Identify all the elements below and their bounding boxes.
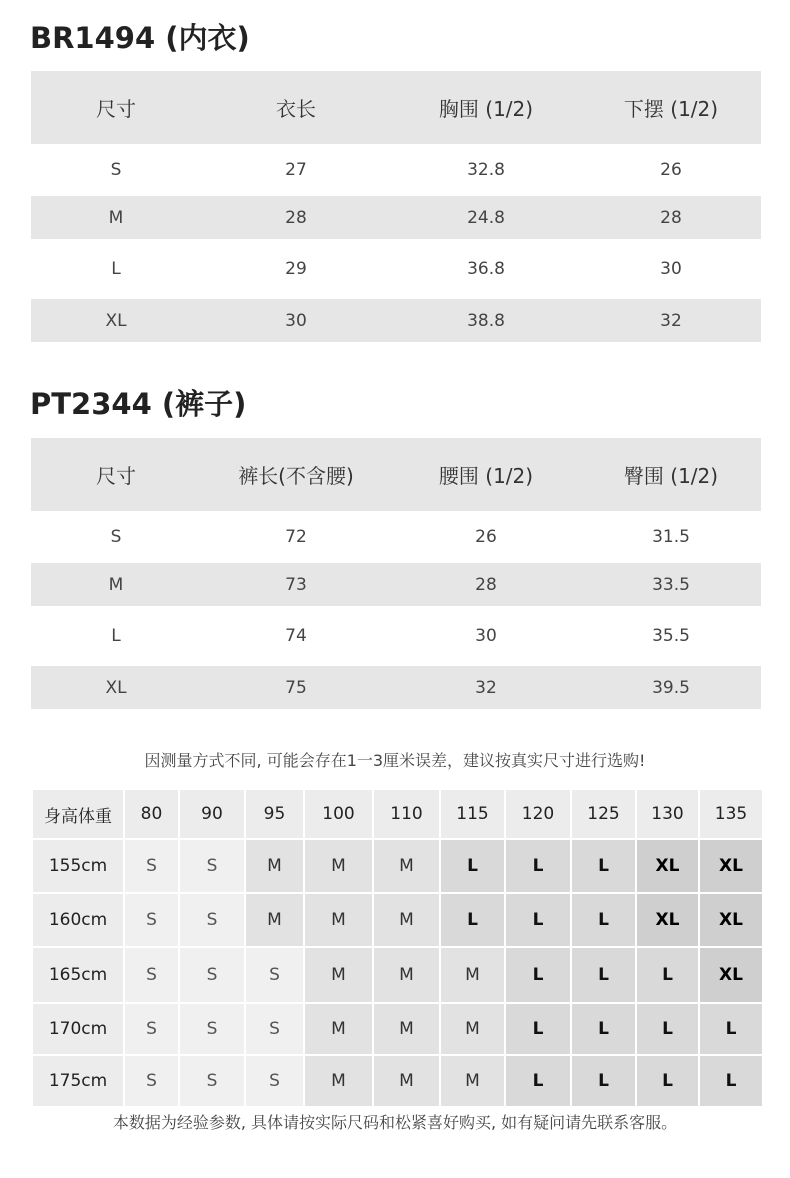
table-cell: 26: [475, 527, 497, 547]
size-cell: L: [441, 894, 504, 946]
weight-header: 135: [700, 790, 762, 838]
table-header-row: [31, 438, 761, 511]
size-cell: M: [305, 894, 372, 946]
size-cell: L: [572, 840, 635, 892]
table-header-row: [31, 71, 761, 144]
table-cell: 32: [581, 299, 761, 342]
size-cell: L: [572, 894, 635, 946]
size-cell: L: [572, 1004, 635, 1054]
size-cell: L: [637, 948, 698, 1002]
section-title-br1494: BR1494 (内衣): [30, 21, 250, 55]
table-cell: 27: [285, 160, 307, 180]
table-cell: S: [110, 160, 122, 180]
table-cell: XL: [31, 666, 201, 709]
size-cell: L: [700, 1056, 762, 1106]
height-row: [33, 1056, 762, 1106]
table-cell: 28: [201, 196, 391, 239]
size-cell: M: [441, 1056, 504, 1106]
column-header: 尺寸: [31, 71, 201, 144]
table-cell: 38.8: [391, 299, 581, 342]
table-row: [31, 511, 761, 563]
weight-header: 110: [374, 790, 439, 838]
table-row: [31, 563, 761, 606]
table-cell: 75: [201, 666, 391, 709]
size-cell: S: [125, 894, 178, 946]
weight-header: 125: [572, 790, 635, 838]
table-cell: 28: [391, 563, 581, 606]
table-cell: M: [31, 196, 201, 239]
size-cell: M: [246, 894, 303, 946]
size-cell: S: [180, 1056, 244, 1106]
weight-header: 115: [441, 790, 504, 838]
height-row: [33, 894, 762, 946]
table-row: [31, 299, 761, 342]
size-cell: L: [637, 1004, 698, 1054]
column-header: 衣长: [201, 71, 391, 144]
size-cell: M: [374, 1056, 439, 1106]
height-label: 160cm: [33, 894, 123, 946]
table-cell: L: [111, 259, 121, 279]
size-cell: XL: [637, 894, 698, 946]
br1494-size-table: [31, 71, 761, 342]
table-row: [31, 239, 761, 299]
column-header: 尺寸: [31, 438, 201, 511]
height-row: [33, 840, 762, 892]
column-header: 胸围 (1/2): [391, 71, 581, 144]
table-cell: 72: [285, 527, 307, 547]
table-row: [31, 606, 761, 666]
size-cell: S: [125, 1004, 178, 1054]
table-cell: 29: [285, 259, 307, 279]
weight-header: 80: [125, 790, 178, 838]
size-cell: XL: [700, 894, 762, 946]
size-cell: S: [125, 1056, 178, 1106]
size-cell: S: [246, 1056, 303, 1106]
table-row: [31, 666, 761, 709]
size-cell: L: [506, 1056, 570, 1106]
size-cell: S: [180, 840, 244, 892]
table-cell: XL: [31, 299, 201, 342]
size-cell: M: [441, 948, 504, 1002]
size-cell: S: [125, 840, 178, 892]
table-cell: 30: [201, 299, 391, 342]
size-cell: S: [125, 948, 178, 1002]
size-cell: L: [441, 840, 504, 892]
size-cell: M: [305, 948, 372, 1002]
height-row: [33, 1004, 762, 1054]
table-cell: 32: [391, 666, 581, 709]
table-cell: 35.5: [652, 626, 690, 646]
table-cell: 28: [581, 196, 761, 239]
pt2344-size-table: [31, 438, 761, 709]
height-label: 155cm: [33, 840, 123, 892]
weight-header: 100: [305, 790, 372, 838]
height-label: 165cm: [33, 948, 123, 1002]
table-cell: 73: [201, 563, 391, 606]
table-cell: 24.8: [391, 196, 581, 239]
size-cell: L: [506, 894, 570, 946]
size-cell: S: [180, 1004, 244, 1054]
size-cell: M: [305, 840, 372, 892]
size-cell: L: [637, 1056, 698, 1106]
size-cell: M: [305, 1004, 372, 1054]
weight-header: 130: [637, 790, 698, 838]
size-cell: M: [374, 840, 439, 892]
size-cell: L: [506, 1004, 570, 1054]
table-cell: 26: [660, 160, 682, 180]
size-cell: S: [180, 948, 244, 1002]
size-cell: S: [246, 948, 303, 1002]
table-row: [31, 144, 761, 196]
table-cell: L: [111, 626, 121, 646]
size-cell: M: [374, 894, 439, 946]
table-cell: 30: [660, 259, 682, 279]
size-cell: L: [700, 1004, 762, 1054]
size-cell: M: [374, 1004, 439, 1054]
corner-label: 身高体重: [33, 790, 123, 838]
size-cell: M: [374, 948, 439, 1002]
size-cell: M: [441, 1004, 504, 1054]
table-cell: 32.8: [467, 160, 505, 180]
size-cell: L: [506, 840, 570, 892]
size-cell: XL: [700, 948, 762, 1002]
size-cell: S: [180, 894, 244, 946]
table-cell: S: [110, 527, 122, 547]
weight-header: 90: [180, 790, 244, 838]
size-cell: L: [572, 1056, 635, 1106]
disclaimer-note: 本数据为经验参数, 具体请按实际尺码和松紧喜好购买, 如有疑问请先联系客服。: [112, 1113, 678, 1132]
weight-header: 120: [506, 790, 570, 838]
table-row: [31, 196, 761, 239]
size-cell: L: [506, 948, 570, 1002]
size-cell: XL: [637, 840, 698, 892]
table-cell: M: [31, 563, 201, 606]
size-cell: M: [305, 1056, 372, 1106]
column-header: 下摆 (1/2): [581, 71, 761, 144]
height-label: 175cm: [33, 1056, 123, 1106]
size-cell: M: [246, 840, 303, 892]
table-cell: 36.8: [467, 259, 505, 279]
table-cell: 31.5: [652, 527, 690, 547]
table-cell: 33.5: [581, 563, 761, 606]
table-cell: 74: [285, 626, 307, 646]
height-row: [33, 948, 762, 1002]
height-label: 170cm: [33, 1004, 123, 1054]
size-cell: XL: [700, 840, 762, 892]
weight-header: 95: [246, 790, 303, 838]
size-cell: S: [246, 1004, 303, 1054]
column-header: 裤长(不含腰): [201, 438, 391, 511]
weight-header-row: [33, 790, 762, 838]
height-weight-size-chart: [31, 788, 764, 1108]
section-title-pt2344: PT2344 (裤子): [30, 387, 247, 421]
measurement-note: 因测量方式不同, 可能会存在1一3厘米误差，建议按真实尺寸进行选购!: [144, 751, 646, 770]
size-cell: L: [572, 948, 635, 1002]
table-cell: 30: [475, 626, 497, 646]
column-header: 腰围 (1/2): [391, 438, 581, 511]
column-header: 臀围 (1/2): [581, 438, 761, 511]
table-cell: 39.5: [581, 666, 761, 709]
